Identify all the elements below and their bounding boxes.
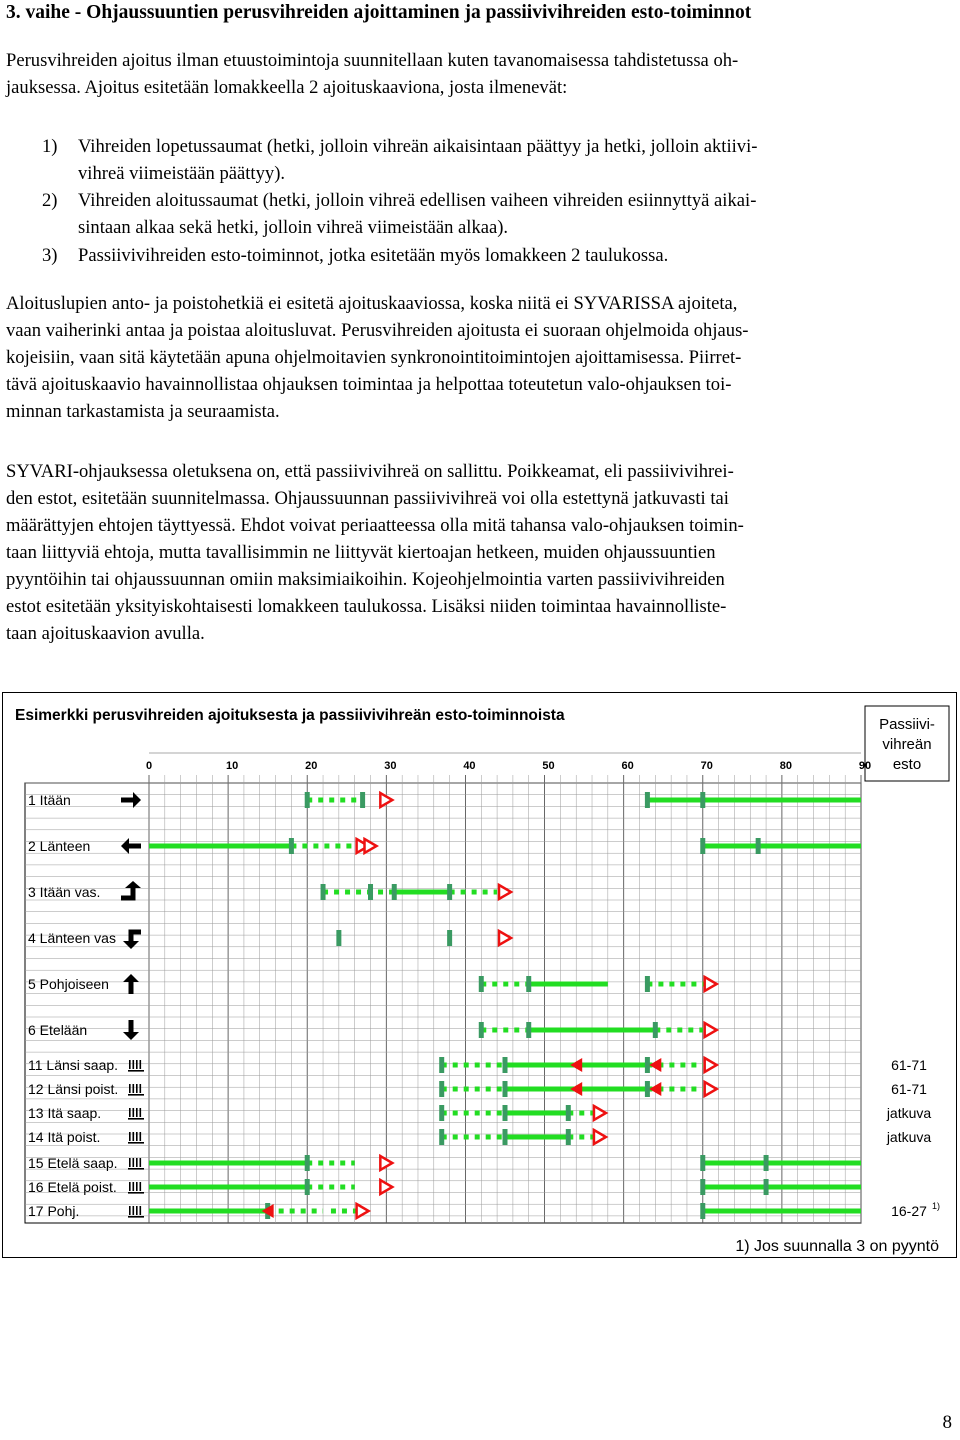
figure-title: Esimerkki perusvihreiden ajoituksesta ja passiivivihreän esto-toiminnoista	[15, 707, 565, 724]
green-start-marker	[439, 1105, 444, 1121]
paragraph-aloitusluvat	[6, 290, 952, 425]
section-title: 3. vaihe - Ohjaussuuntien perusvihreiden ajoittaminen ja passiivivihreiden esto-toiminnot	[6, 2, 752, 23]
row-label: 16 Etelä poist.	[28, 1179, 117, 1195]
text-line: Perusvihreiden ajoitus ilman etuustoimintoja suunnitellaan kuten tavanomaisessa tahdistetussa oh-	[6, 50, 739, 71]
text-line: Aloituslupien anto- ja poistohetkiä ei esitetä ajoituskaaviossa, koska niitä ei SYVARISSA ajoiteta,	[6, 293, 738, 314]
green-start-marker	[289, 838, 294, 854]
text-line: Passiivivihreiden esto-toiminnot, jotka esitetään myös lomakkeen 2 taulukossa.	[78, 245, 669, 266]
green-start-marker	[526, 1022, 531, 1038]
paragraph-syvari	[6, 458, 952, 647]
page-number: 8	[942, 1412, 952, 1433]
green-start-marker	[756, 838, 761, 854]
figure-footnote: 1) Jos suunnalla 3 on pyyntö	[735, 1238, 939, 1255]
green-start-marker	[700, 838, 705, 854]
green-start-marker	[764, 1179, 769, 1195]
green-start-marker	[360, 792, 365, 808]
text-line: vihreä viimeistään päättyy).	[78, 163, 286, 184]
green-start-marker	[439, 1057, 444, 1073]
green-start-marker	[645, 792, 650, 808]
row-label: 2 Länteen	[28, 838, 91, 854]
passive-block-value: 61-71	[891, 1081, 927, 1097]
passive-block-value: jatkuva	[886, 1105, 932, 1121]
green-start-marker	[700, 1155, 705, 1171]
x-tick-label: 20	[305, 760, 318, 772]
x-tick-label: 70	[700, 760, 713, 772]
passive-block-value: 16-27	[891, 1203, 927, 1219]
passive-block-value: 61-71	[891, 1057, 927, 1073]
timing-diagram	[3, 693, 958, 1259]
green-start-marker	[336, 930, 341, 946]
row-label: 3 Itään vas.	[28, 884, 101, 900]
passive-block-value: jatkuva	[886, 1129, 932, 1145]
x-tick-label: 50	[542, 760, 555, 772]
green-start-marker	[439, 1081, 444, 1097]
green-start-marker	[700, 1179, 705, 1195]
x-tick-label: 60	[621, 760, 634, 772]
text-line: kojeisiin, vaan sitä käytetään apuna ohjelmoitavien synkronointitoimintojen ajoittamisessa. Piirret-	[6, 347, 742, 368]
green-start-marker	[645, 1081, 650, 1097]
green-start-marker	[479, 1022, 484, 1038]
x-tick-label: 30	[384, 760, 397, 772]
x-tick-label: 80	[779, 760, 793, 772]
row-label: 15 Etelä saap.	[28, 1155, 118, 1171]
list-item	[42, 187, 954, 241]
text-line: pyyntöihin tai ohjaussuunnan omiin maksimiaikoihin. Kojeohjelmointia varten passiivivihreiden	[6, 569, 725, 590]
x-tick-label: 90	[858, 760, 872, 772]
green-start-marker	[526, 976, 531, 992]
text-line: SYVARI-ohjauksessa oletuksena on, että passiivivihreä on sallittu. Poikkeamat, eli passiivivihrei-	[6, 461, 734, 482]
x-tick-label: 0	[145, 760, 153, 772]
text-line: sintaan alkaa sekä hetki, jolloin vihreä viimeistään alkaa).	[78, 217, 509, 238]
passive-block-note: 1)	[932, 1201, 941, 1211]
green-start-marker	[479, 976, 484, 992]
row-label: 1 Itään	[28, 792, 71, 808]
green-start-marker	[305, 1155, 310, 1171]
text-line: jauksessa. Ajoitus esitetään lomakkeella 2 ajoituskaaviona, josta ilmenevät:	[6, 77, 568, 98]
green-start-marker	[700, 1203, 705, 1219]
row-label: 11 Länsi saap.	[28, 1057, 119, 1073]
text-line: taan ajoituskaavion avulla.	[6, 623, 205, 644]
green-start-marker	[503, 1129, 508, 1145]
text-line: tävä ajoituskaavio havainnollistaa ohjauksen toimintaa ja helpottaa toteutetun valo-ohjauksen toi-	[6, 374, 732, 395]
green-start-marker	[503, 1057, 508, 1073]
list-item	[42, 242, 954, 269]
green-start-marker	[305, 792, 310, 808]
text-line: vaan vaiherinki antaa ja poistaa aloitusluvat. Perusvihreiden ajoitusta ei suoraan ohjelmoida ohjaus-	[6, 320, 749, 341]
x-tick-label: 40	[463, 760, 476, 772]
green-start-marker	[503, 1081, 508, 1097]
green-start-marker	[645, 976, 650, 992]
passive-header-line: esto	[892, 756, 922, 773]
list-item	[42, 133, 954, 187]
green-start-marker	[700, 792, 705, 808]
text-line: minnan tarkastamista ja seuraamista.	[6, 401, 280, 422]
green-start-marker	[392, 884, 397, 900]
x-tick-label: 10	[225, 760, 239, 772]
text-line: määrättyjen ehtojen täyttyessä. Ehdot voivat periaatteessa olla mitä tahansa valo-ohjauksen toimin-	[6, 515, 744, 536]
green-start-marker	[653, 1022, 658, 1038]
row-label: 6 Etelään	[28, 1022, 88, 1038]
grid-frame	[25, 783, 861, 1223]
list-number: 1)	[42, 136, 58, 157]
row-label: 5 Pohjoiseen	[28, 976, 109, 992]
intro-paragraph	[6, 47, 952, 101]
green-start-marker	[447, 930, 452, 946]
timing-diagram-figure	[2, 692, 957, 1258]
text-line: den estot, esitetään suunnitelmassa. Ohjaussuunnan passiivivihreä voi olla estettynä jatkuvasti tai	[6, 488, 729, 509]
green-start-marker	[368, 884, 373, 900]
text-line: Vihreiden aloitussaumat (hetki, jolloin vihreä edellisen vaiheen vihreiden esiinnyttyä aikai-	[78, 190, 757, 211]
list-number: 3)	[42, 245, 58, 266]
green-start-marker	[764, 1155, 769, 1171]
green-start-marker	[321, 884, 326, 900]
green-start-marker	[566, 1129, 571, 1145]
text-line: estot esitetään yksityiskohtaisesti lomakkeen taulukossa. Lisäksi niiden toimintaa havainnolliste-	[6, 596, 727, 617]
row-label: 12 Länsi poist.	[28, 1081, 119, 1097]
green-start-marker	[447, 884, 452, 900]
row-label: 13 Itä saap.	[28, 1105, 102, 1121]
time-grid	[25, 753, 871, 1223]
green-start-marker	[566, 1105, 571, 1121]
row-label: 14 Itä poist.	[28, 1129, 101, 1145]
passive-header-line: Passiivi-	[879, 716, 935, 733]
list-number: 2)	[42, 190, 58, 211]
text-line: Vihreiden lopetussaumat (hetki, jolloin vihreän aikaisintaan päättyy ja hetki, jolloin aktiivi-	[78, 136, 758, 157]
row-label: 4 Länteen vas	[28, 930, 116, 946]
green-start-marker	[305, 1179, 310, 1195]
row-label: 17 Pohj.	[28, 1203, 80, 1219]
green-start-marker	[645, 1057, 650, 1073]
passive-header-line: vihreän	[882, 736, 932, 753]
text-line: taan liittyviä ehtoja, mutta tavallisimmin ne liittyvät kiertoajan hetkeen, muiden ohjaussuuntien	[6, 542, 716, 563]
green-start-marker	[503, 1105, 508, 1121]
green-start-marker	[439, 1129, 444, 1145]
